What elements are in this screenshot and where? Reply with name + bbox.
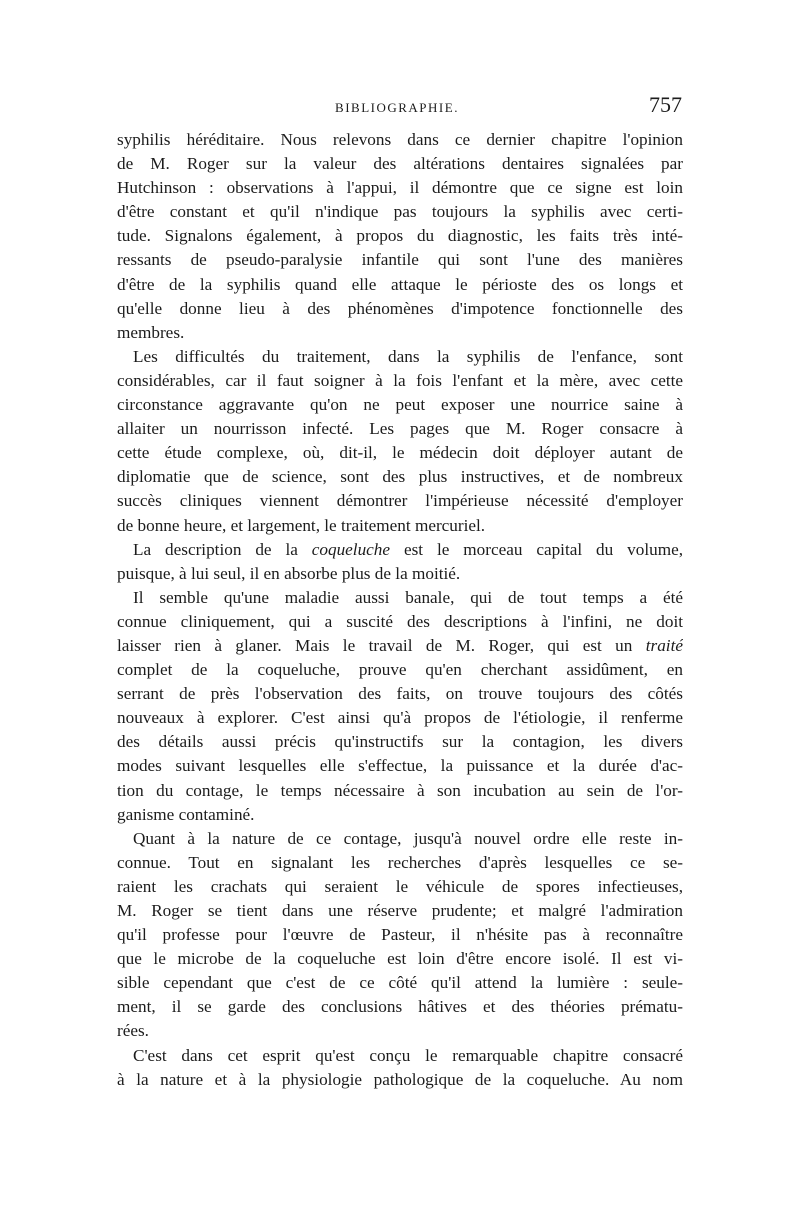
text-line: qu'il professe pour l'œuvre de Pasteur, il n'hésite pas à reconnaître bbox=[117, 925, 683, 945]
text-segment: est le morceau capital du volume, bbox=[390, 539, 683, 559]
text-line bbox=[117, 538, 683, 562]
text-line: modes suivant lesquelles elle s'effectue, la puissance et la durée d'ac- bbox=[117, 756, 683, 776]
text-line: raient les crachats qui seraient le véhicule de spores infectieuses, bbox=[117, 876, 683, 896]
page-number: 757 bbox=[649, 92, 682, 117]
text-line: circonstance aggravante qu'on ne peut exposer une nourrice saine à bbox=[117, 395, 683, 415]
text-line: Il semble qu'une maladie aussi banale, qui de tout temps a été bbox=[133, 587, 683, 607]
italic-term: traité bbox=[645, 635, 683, 655]
text-line: serrant de près l'observation des faits, on trouve toujours des côtés bbox=[117, 684, 683, 704]
text-line: C'est dans cet esprit qu'est conçu le remarquable chapitre consacré bbox=[133, 1045, 683, 1065]
text-line: que le microbe de la coqueluche est loin d'être encore isolé. Il est vi- bbox=[117, 949, 683, 969]
text-line: cette étude complexe, où, dit-il, le médecin doit déployer autant de bbox=[117, 443, 683, 463]
text-line: connue. Tout en signalant les recherches d'après lesquelles ce se- bbox=[117, 852, 683, 872]
text-line: connue cliniquement, qui a suscité des descriptions à l'infini, ne doit bbox=[117, 611, 683, 631]
text-line: tion du contage, le temps nécessaire à son incubation au sein de l'or- bbox=[117, 780, 683, 800]
text-line: d'être de la syphilis quand elle attaque le périoste des os longs et bbox=[117, 274, 683, 294]
text-line: qu'elle donne lieu à des phénomènes d'impotence fonctionnelle des bbox=[117, 298, 683, 318]
text-line: rées. bbox=[117, 1021, 149, 1041]
text-line: laisser rien à glaner. Mais le travail de M. Roger, qui est un traité bbox=[117, 635, 683, 655]
text-segment: La description de la bbox=[133, 539, 312, 559]
text-line: M. Roger se tient dans une réserve prudente; et malgré l'admiration bbox=[117, 901, 683, 920]
running-title: BIBLIOGRAPHIE. bbox=[335, 100, 459, 115]
text-line: considérables, car il faut soigner à la fois l'enfant et la mère, avec cette bbox=[117, 370, 683, 390]
text-line: à la nature et à la physiologie pathologique de la coqueluche. Au nom bbox=[117, 1069, 683, 1089]
text-line: syphilis héréditaire. Nous relevons dans ce dernier chapitre l'opinion bbox=[117, 130, 683, 149]
body-text bbox=[117, 128, 683, 1092]
text-line: membres. bbox=[117, 322, 185, 342]
text-line: ment, il se garde des conclusions hâtives et des théories prématu- bbox=[117, 997, 683, 1017]
text-line: complet de la coqueluche, prouve qu'en cherchant assidûment, en bbox=[117, 660, 683, 680]
text-line: Hutchinson : observations à l'appui, il démontre que ce signe est loin bbox=[117, 178, 683, 198]
text-line: nouveaux à explorer. C'est ainsi qu'à propos de l'étiologie, il renferme bbox=[117, 708, 683, 728]
text-line: de bonne heure, et largement, le traitement mercuriel. bbox=[117, 515, 486, 535]
text-line: puisque, à lui seul, il en absorbe plus de la moitié. bbox=[117, 563, 461, 583]
text-line: tude. Signalons également, à propos du diagnostic, les faits très inté- bbox=[117, 226, 683, 246]
text-line: des détails aussi précis qu'instructifs sur la contagion, les divers bbox=[117, 732, 683, 752]
text-line: d'être constant et qu'il n'indique pas toujours la syphilis avec certi- bbox=[117, 202, 683, 222]
text-line: ressants de pseudo-paralysie infantile qui sont l'une des manières bbox=[117, 250, 683, 270]
text-line: Les difficultés du traitement, dans la syphilis de l'enfance, sont bbox=[133, 346, 683, 366]
text-line: allaiter un nourrisson infecté. Les pages que M. Roger consacre à bbox=[117, 419, 683, 439]
text-line: de M. Roger sur la valeur des altérations dentaires signalées par bbox=[117, 154, 683, 174]
italic-term: coqueluche bbox=[311, 539, 391, 559]
text-line: succès cliniques viennent démontrer l'impérieuse nécessité d'employer bbox=[117, 491, 683, 511]
text-line: ganisme contaminé. bbox=[117, 804, 255, 824]
running-header bbox=[112, 92, 682, 122]
text-line: Quant à la nature de ce contage, jusqu'à nouvel ordre elle reste in- bbox=[133, 828, 683, 848]
text-line: diplomatie que de science, sont des plus instructives, et de nombreux bbox=[117, 467, 683, 487]
text-line: sible cependant que c'est de ce côté qu'il attend la lumière : seule- bbox=[117, 973, 683, 993]
